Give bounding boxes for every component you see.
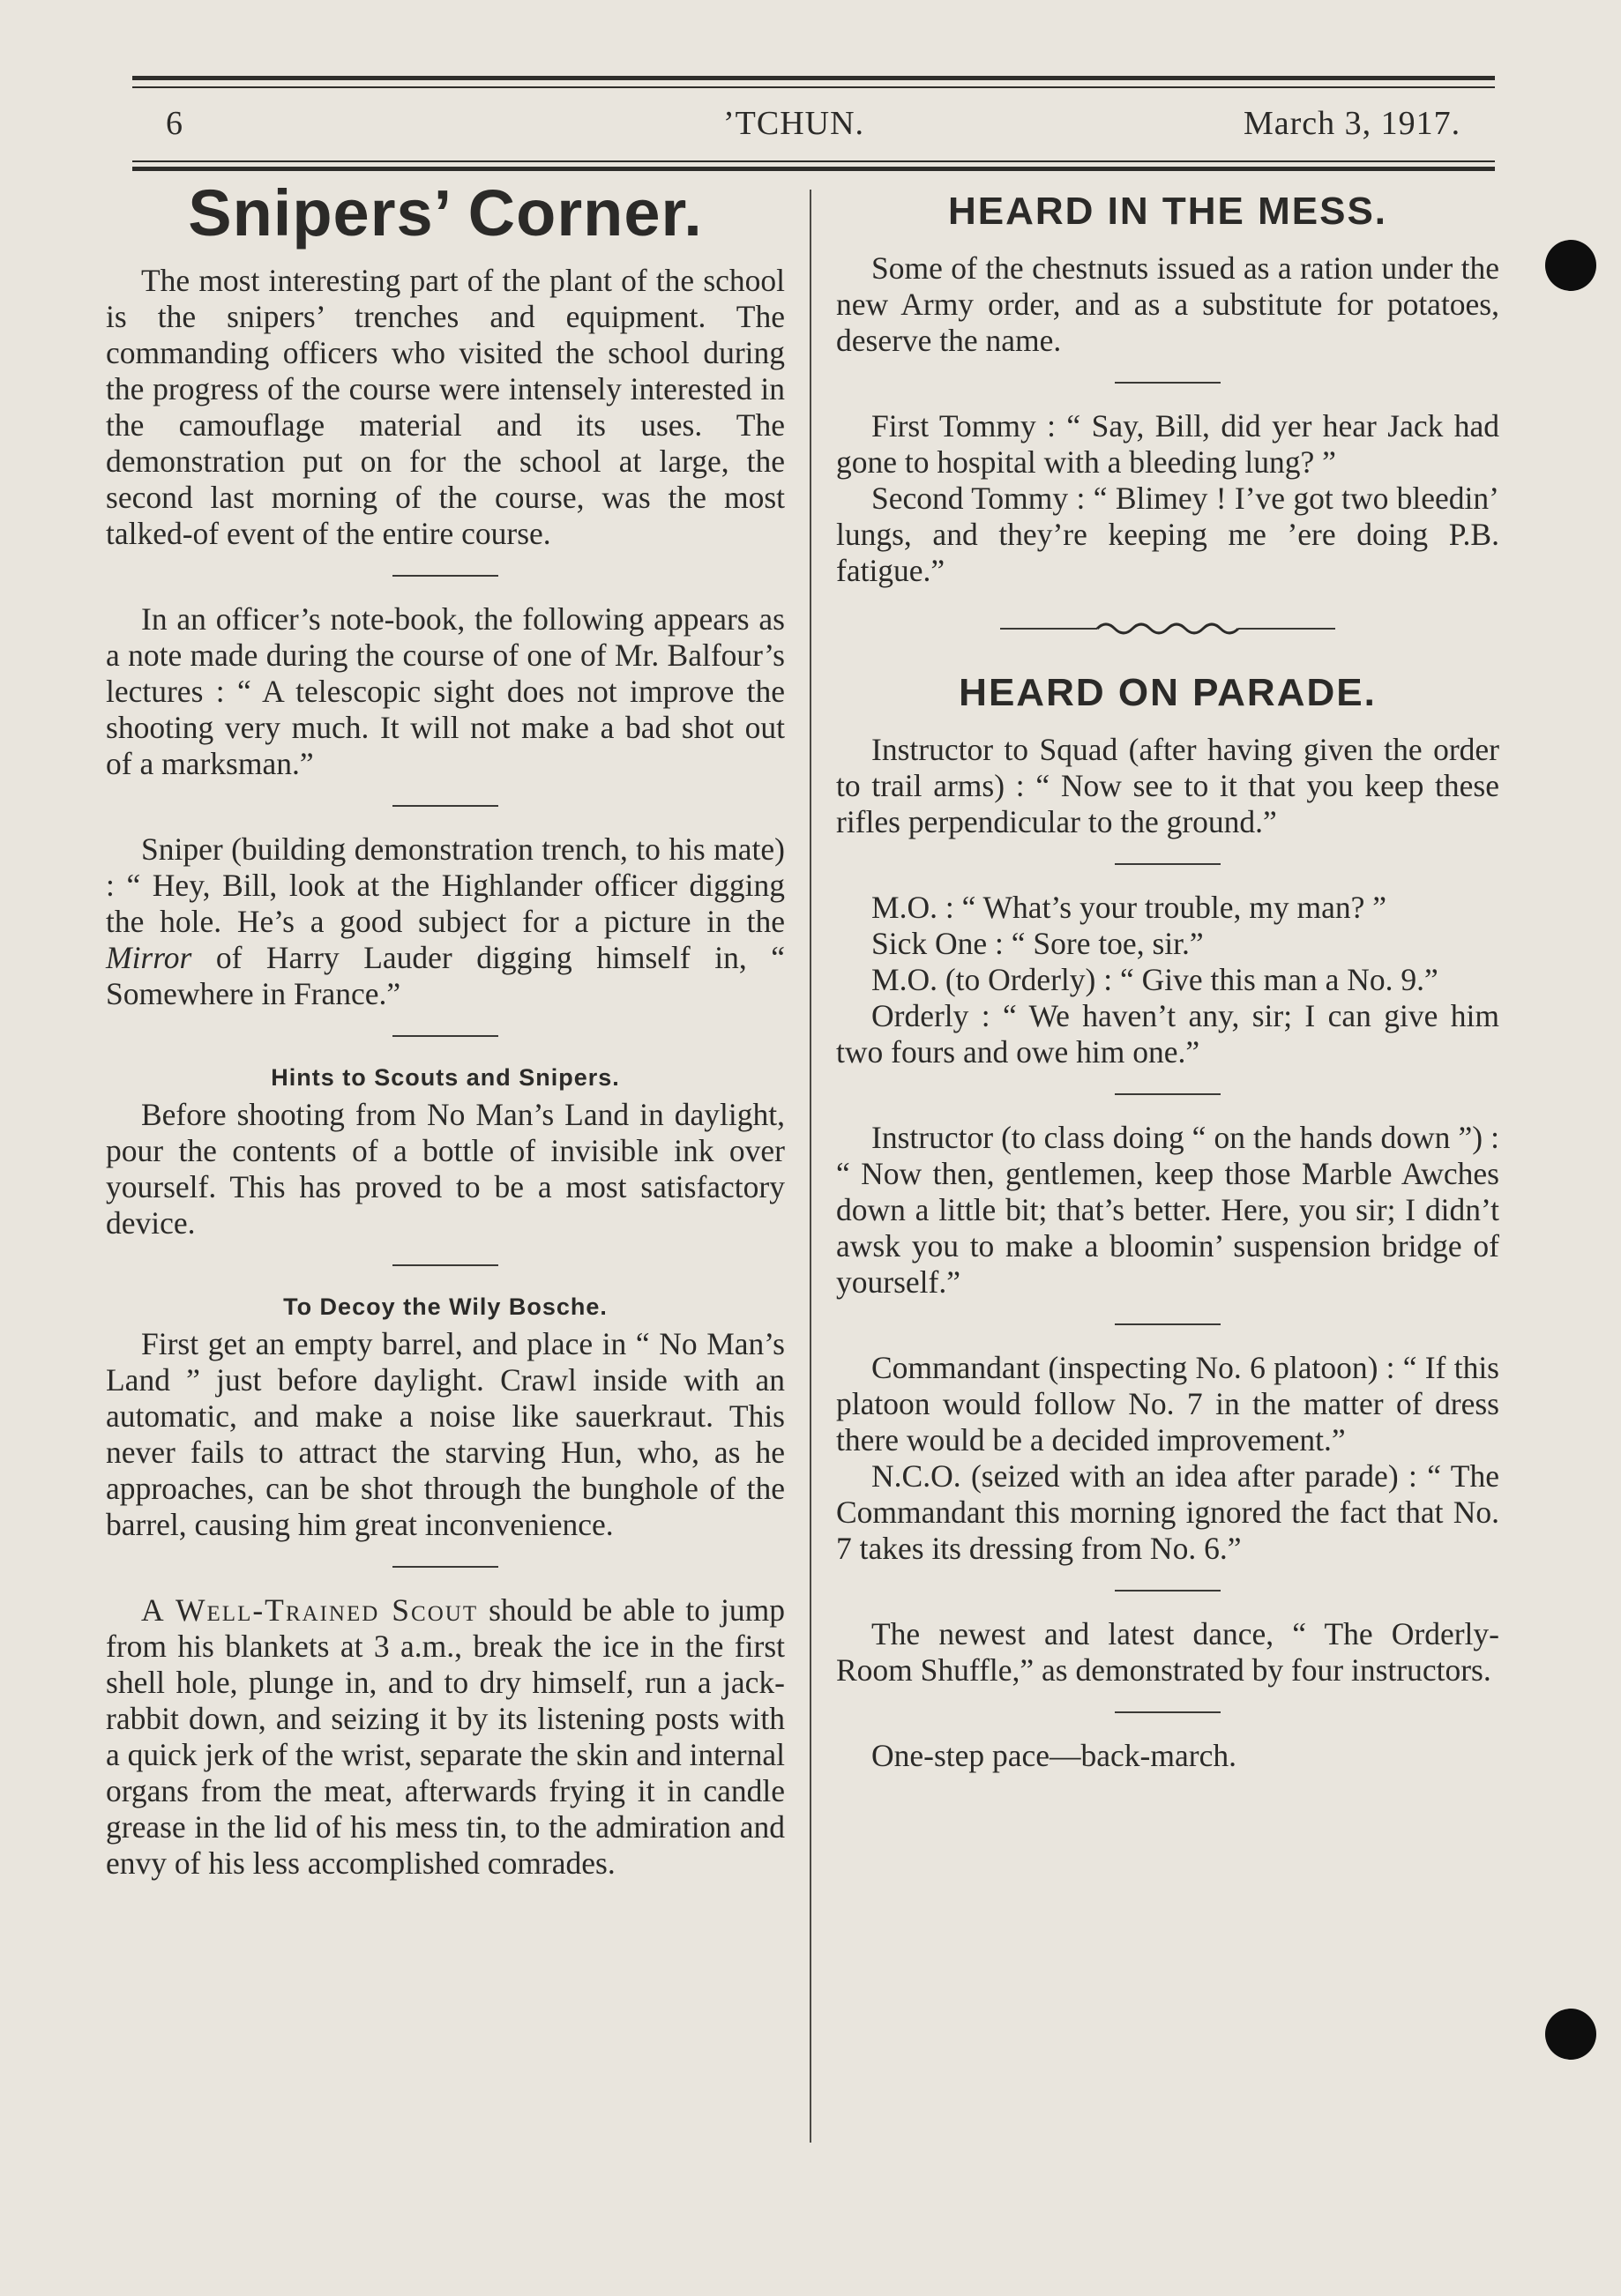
parade-paragraph-5: Orderly : “ We haven’t any, sir; I can give him two fours and owe him one.” xyxy=(836,998,1499,1070)
publication-title: ’TCHUN. xyxy=(723,105,865,142)
parade-paragraph-3: Sick One : “ Sore toe, sir.” xyxy=(871,926,1204,961)
snipers-paragraph-1: The most interesting part of the plant of the school is the snipers’ trenches and equipment. The commanding officers who visited the school during the progress of the course were intensely interested in the camouflage material and its uses. The demonstration put on for the school at large, the second last morning of the course, was the most talked-of event of the entire course. xyxy=(106,263,785,551)
parade-paragraph-2: M.O. : “ What’s your trouble, my man? ” xyxy=(871,890,1386,925)
parade-paragraph-8: N.C.O. (seized with an idea after parade) : “ The Commandant this morning ignored the fact that No. 7 takes its dressing from No. 6.” xyxy=(836,1458,1499,1566)
header-rule-thin xyxy=(132,160,1495,162)
parade-paragraph-7: Commandant (inspecting No. 6 platoon) : “ If this platoon would follow No. 7 in the matter of dress there would be a decided improvement.” xyxy=(836,1350,1499,1457)
separator-rule xyxy=(1115,1323,1221,1325)
separator-rule xyxy=(1115,1093,1221,1095)
scout-paragraph xyxy=(106,1592,785,1882)
header-rule-thick xyxy=(132,167,1495,171)
mirror-newspaper-title: Mirror xyxy=(106,940,192,975)
separator-rule xyxy=(392,575,498,577)
snipers-paragraph-3 xyxy=(106,831,785,1012)
ornamental-divider xyxy=(1000,619,1335,638)
separator-rule xyxy=(1115,1590,1221,1592)
separator-rule xyxy=(1115,382,1221,384)
separator-rule xyxy=(1115,1711,1221,1713)
separator-rule xyxy=(392,1264,498,1266)
top-rule-thick xyxy=(132,76,1495,80)
heard-on-parade-title: HEARD ON PARADE. xyxy=(959,671,1377,714)
decoy-paragraph: First get an empty barrel, and place in “ No Man’s Land ” just before daylight. Crawl inside with an automatic, and make a noise like sauerkraut. This never fails to attract the starving Hun, who, as he approaches, can be shot through the bunghole of the barrel, causing him great inconvenience. xyxy=(106,1326,785,1542)
hints-heading: Hints to Scouts and Snipers. xyxy=(271,1064,620,1091)
parade-paragraph-4: M.O. (to Orderly) : “ Give this man a No. 9.” xyxy=(871,962,1438,997)
separator-rule xyxy=(392,1566,498,1568)
left-column xyxy=(106,176,785,1882)
binder-hole-top xyxy=(1545,240,1596,291)
top-rule-thin xyxy=(132,86,1495,88)
paragraph-text-a: Sniper (building demonstration trench, to his mate) : “ Hey, Bill, look at the Highlander officer digging the hole. He’s a good subject for a picture in the xyxy=(106,831,785,939)
parade-paragraph-1: Instructor to Squad (after having given the order to trail arms) : “ Now see to it that you keep these rifles perpendicular to the ground.” xyxy=(836,732,1499,839)
hints-paragraph: Before shooting from No Man’s Land in daylight, pour the contents of a bottle of invisible ink over yourself. This has proved to be a most satisfactory device. xyxy=(106,1097,785,1241)
separator-rule xyxy=(392,805,498,807)
parade-paragraph-6: Instructor (to class doing “ on the hands down ”) : “ Now then, gentlemen, keep those Marble Awches down a little bit; that’s better. Here, you sir; I didn’t awsk you to make a bloomin’ suspension bridge of yourself.” xyxy=(836,1120,1499,1300)
page-number: 6 xyxy=(166,105,183,142)
mess-paragraph-2: First Tommy : “ Say, Bill, did yer hear Jack had gone to hospital with a bleeding lung? ” xyxy=(836,408,1499,480)
snipers-corner-title: Snipers’ Corner. xyxy=(188,176,703,250)
scout-text: should be able to jump from his blankets at 3 a.m., break the ice in the first shell hole, plunge in, and to dry himself, run a jack-rabbit down, and seizing it by its listening posts with a quick jerk of the wrist, separate the skin and internal organs from the meat, afterwards frying it in candle grease in the lid of his mess tin, to the admiration and envy of his less accomplished comrades. xyxy=(106,1592,785,1881)
column-divider xyxy=(810,190,811,2143)
parade-paragraph-10: One-step pace—back-march. xyxy=(871,1738,1236,1773)
right-column xyxy=(836,189,1499,1774)
parade-paragraph-9: The newest and latest dance, “ The Orderly-Room Shuffle,” as demonstrated by four instructors. xyxy=(836,1616,1499,1688)
separator-rule xyxy=(392,1035,498,1037)
heard-in-the-mess-title: HEARD IN THE MESS. xyxy=(947,190,1388,233)
binder-hole-bottom xyxy=(1545,2009,1596,2060)
mess-paragraph-1: Some of the chestnuts issued as a ration under the new Army order, and as a substitute for potatoes, deserve the name. xyxy=(836,250,1499,358)
scout-lead-words: A Well-Trained Scout xyxy=(141,1592,479,1628)
issue-date: March 3, 1917. xyxy=(1244,105,1461,142)
mess-paragraph-3: Second Tommy : “ Blimey ! I’ve got two bleedin’ lungs, and they’re keeping me ’ere doing P.B. fatigue.” xyxy=(836,481,1499,588)
separator-rule xyxy=(1115,863,1221,865)
decoy-heading: To Decoy the Wily Bosche. xyxy=(283,1293,608,1320)
snipers-paragraph-2: In an officer’s note-book, the following appears as a note made during the course of one of Mr. Balfour’s lectures : “ A telescopic sight does not improve the shooting very much. It will not make a bad shot out of a marksman.” xyxy=(106,601,785,781)
paragraph-text-b: of Harry Lauder digging himself in, “ Somewhere in France.” xyxy=(106,940,785,1011)
